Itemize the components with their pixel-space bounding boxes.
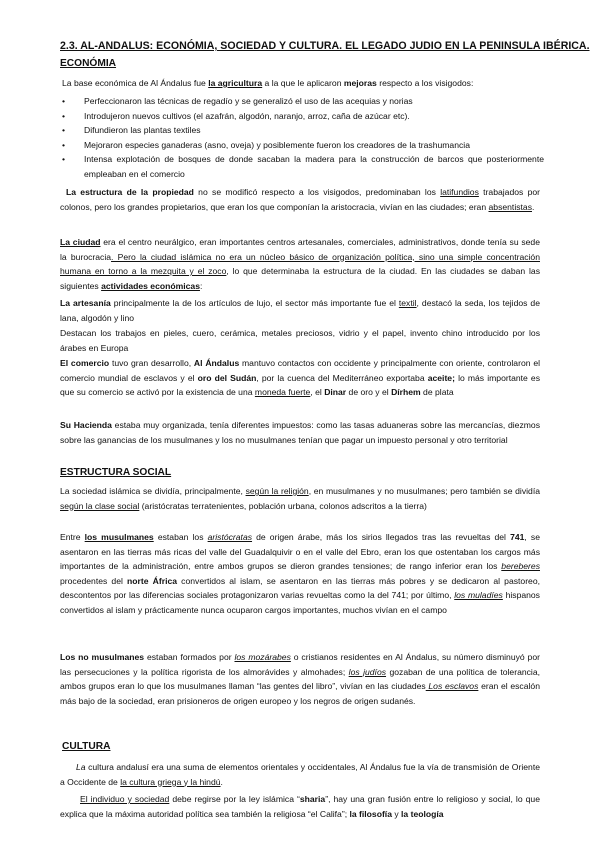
heading-economia: ECONÓMIA <box>60 58 117 69</box>
paragraph-ciudad: La ciudad era el centro neurálgico, eran importantes centros artesanales, comerciales, administrativos, donde tenía su sede la burocracia. Pero la ciudad islámica no era un núcleo básico de organización política, sino una simple concentración humana en torno a la mezquita y el zoco, lo que determinaba la estructura de la ciudad. En las ciudades se daban las siguientes actividades económicas: <box>60 237 540 291</box>
paragraph-economia-intro: La base económica de Al Ándalus fue la agricultura a la que le aplicaron mejoras respecto a los visigodos: <box>62 78 474 88</box>
heading-cultura: CULTURA <box>62 741 111 752</box>
improvements-list <box>62 94 544 181</box>
paragraph-no-musulmanes: Los no musulmanes estaban formados por los mozárabes o cristianos residentes en Al Ándalus, su número disminuyó por las persecuciones y la política rigorista de los almorávides y almohades; los judíos gozaban de una política de tolerancia, ambos grupos eran lo que los musulmanes llaman “las gentes del libro”, vivían en las ciudades Los esclavos eran el escalón más bajo de la sociedad, eran prisioneros de origen europeo y los negros de origen sudanés. <box>60 652 540 706</box>
paragraph-social-intro: La sociedad islámica se dividía, principalmente, según la religión, en musulmanes y no musulmanes; pero también se dividía según la clase social (aristócratas terratenientes, población urbana, colonos adscritos a la tierra) <box>60 486 540 511</box>
paragraph-artesania: La artesanía principalmente la de los artículos de lujo, el sector más importante fue el textil, destacó la seda, los tejidos de lana, algodón y lino <box>60 298 540 323</box>
list-item: • Perfeccionaron las técnicas de regadío y se generalizó el uso de las acequias y norias <box>62 96 413 106</box>
paragraph-musulmanes: Entre los musulmanes estaban los aristócratas de origen árabe, más los sirios llegados tras las revueltas del 741, se asentaron en las tierras más ricas del valle del Guadalquivir o en el valle del Ebro, eran los que ostentaban los cargos más importantes de la administración, entre ambos grupos se dieron grandes tensiones; de rango inferior eran los bereberes procedentes del norte África convertidos al islam, se asentaron en las tierras más pobres y se dedicaron al pastoreo, descontentos por las diferencias sociales protagonizaron varias revueltas como la del 741; por último, los muladíes hispanos convertidos al islam y prácticamente nunca ocuparon cargos importantes, muchos vivían en el campo <box>60 532 541 615</box>
paragraph-cultura-1: La cultura andalusí era una suma de elementos orientales y occidentales, Al Ándalus fue la vía de transmisión de Oriente a Occidente de la cultura griega y la hindú. <box>60 762 540 787</box>
list-item: • Intensa explotación de bosques de donde sacaban la madera para la construcción de barcos que posteriormente empleaban en el comercio <box>62 154 544 179</box>
list-item: • Mejoraron especies ganaderas (asno, oveja) y posiblemente fueron los creadores de la trashumancia <box>62 139 470 150</box>
paragraph-hacienda: Su Hacienda estaba muy organizada, tenía diferentes impuestos: como las tasas aduaneras sobre las mercancías, diezmos sobre las ganancias de los musulmanes y los no musulmanes tenían que pagar un impuesto personal y otro territorial <box>60 420 540 445</box>
paragraph-destacan: Destacan los trabajos en pieles, cuero, cerámica, metales preciosos, vidrio y el papel, invento chino introducido por los árabes en Europa <box>60 328 540 353</box>
list-item: • Introdujeron nuevos cultivos (el azafrán, algodón, naranjo, arroz, caña de azúcar etc). <box>62 110 410 121</box>
heading-estructura-social: ESTRUCTURA SOCIAL <box>60 467 172 478</box>
paragraph-cultura-2: El individuo y sociedad debe regirse por la ley islámica “sharia”, hay una gran fusión entre lo religioso y social, lo que explica que la máxima autoridad política sea también la religiosa “el Califa”; la filosofía y la teología <box>60 794 540 819</box>
paragraph-comercio: El comercio tuvo gran desarrollo, Al Ándalus mantuvo contactos con occidente y principalmente con oriente, controlaron el comercio mundial de esclavos y el oro del Sudán, por la cuenca del Mediterráneo exportaba aceite; lo más importante es que su comercio se activó por la existencia de una moneda fuerte, el Dinar de oro y el Dírhem de plata <box>60 358 541 397</box>
section-title: 2.3. AL-ANDALUS: ECONÓMIA, SOCIEDAD Y CULTURA. EL LEGADO JUDIO EN LA PENINSULA IBÉRICA. <box>60 40 590 52</box>
list-item: • Difundieron las plantas textiles <box>62 125 201 135</box>
paragraph-propiedad: La estructura de la propiedad no se modificó respecto a los visigodos, predominaban los latifundios trabajados por colonos, pero los grandes propietarios, que eran los que componían la aristocracia, vivían en las ciudades; eran absentistas. <box>60 187 540 212</box>
